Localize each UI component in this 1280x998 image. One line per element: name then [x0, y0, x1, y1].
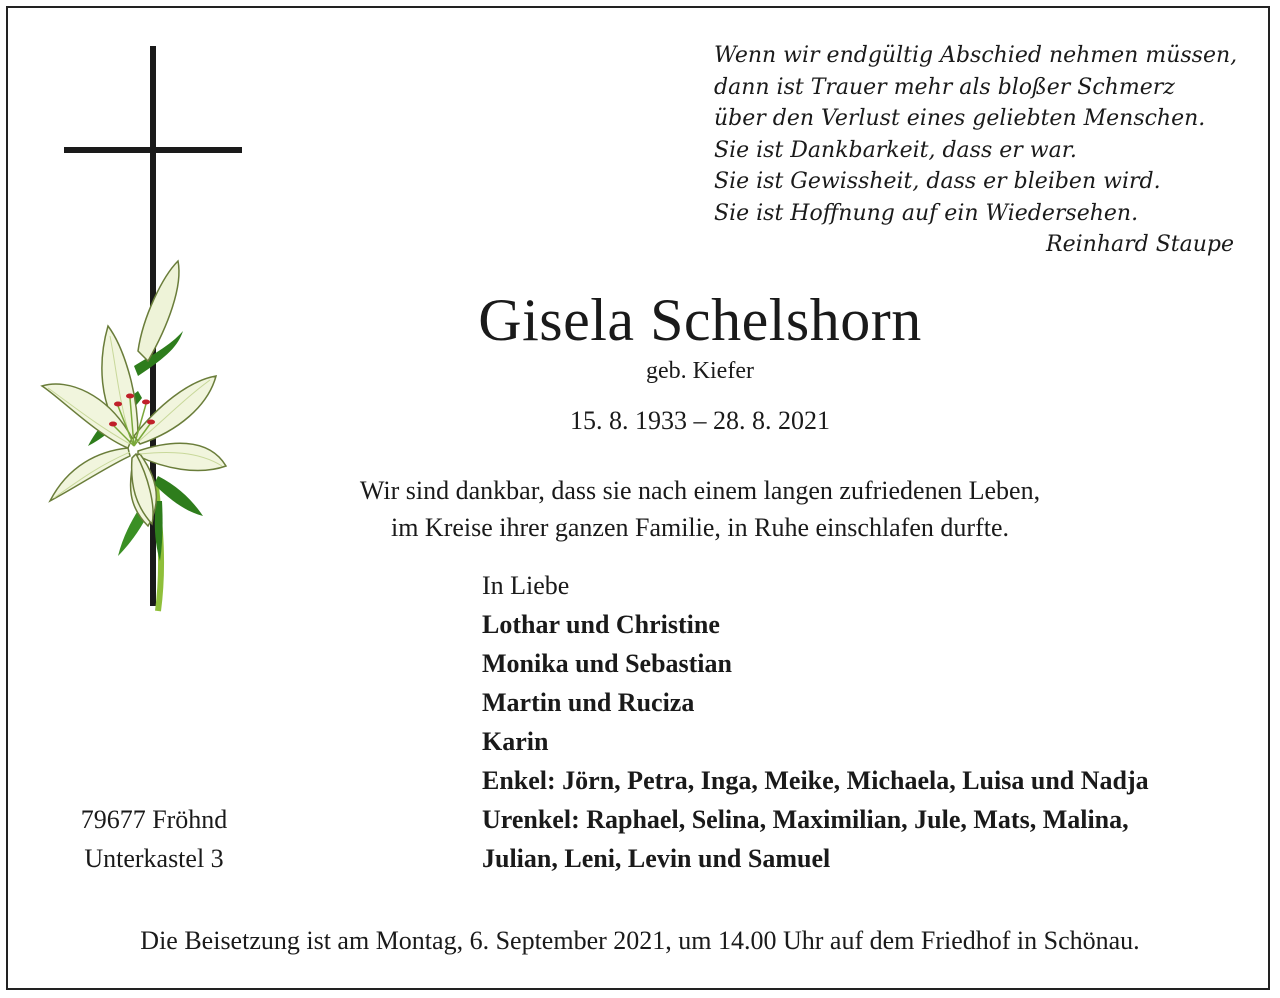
family-intro: In Liebe [482, 571, 570, 600]
family-list [482, 566, 1149, 878]
poem-line: dann ist Trauer mehr als bloßer Schmerz [714, 74, 1175, 100]
poem-line: Sie ist Gewissheit, dass er bleiben wird. [714, 169, 1161, 194]
funeral-notice: Die Beisetzung ist am Montag, 6. September 2021, um 14.00 Uhr auf dem Friedhof in Schönau. [140, 926, 1140, 955]
thanks-text [0, 472, 1280, 546]
thanks-line: Wir sind dankbar, dass sie nach einem langen zufriedenen Leben, [359, 476, 1041, 505]
poem-line: über den Verlust eines geliebten Menschen. [714, 106, 1206, 131]
deceased-name: Gisela Schelshorn [478, 287, 922, 353]
poem-line: Sie ist Hoffnung auf ein Wiedersehen. [714, 200, 1139, 226]
address [44, 800, 264, 878]
family-member: Lothar und Christine [482, 610, 720, 639]
family-member: Monika und Sebastian [482, 649, 732, 678]
life-dates: 15. 8. 1933 – 28. 8. 2021 [570, 406, 830, 435]
poem-line: Wenn wir endgültig Abschied nehmen müssen, [714, 43, 1238, 68]
maiden-name: geb. Kiefer [646, 358, 754, 384]
family-member: Karin [482, 727, 549, 756]
great-grandchildren-continued: Julian, Leni, Levin und Samuel [482, 844, 831, 873]
address-city: 79677 Fröhnd [80, 805, 228, 834]
address-street: Unterkastel 3 [84, 844, 224, 873]
grandchildren: Enkel: Jörn, Petra, Inga, Meike, Michaela, Luisa und Nadja [482, 766, 1149, 795]
thanks-line: im Kreise ihrer ganzen Familie, in Ruhe einschlafen durfte. [390, 513, 1009, 542]
poem-author: Reinhard Staupe [1046, 232, 1234, 257]
family-member: Martin und Ruciza [482, 688, 695, 717]
poem-line: Sie ist Dankbarkeit, dass er war. [714, 137, 1077, 163]
poem [714, 40, 1238, 261]
great-grandchildren: Urenkel: Raphael, Selina, Maximilian, Jule, Mats, Malina, [482, 805, 1129, 834]
